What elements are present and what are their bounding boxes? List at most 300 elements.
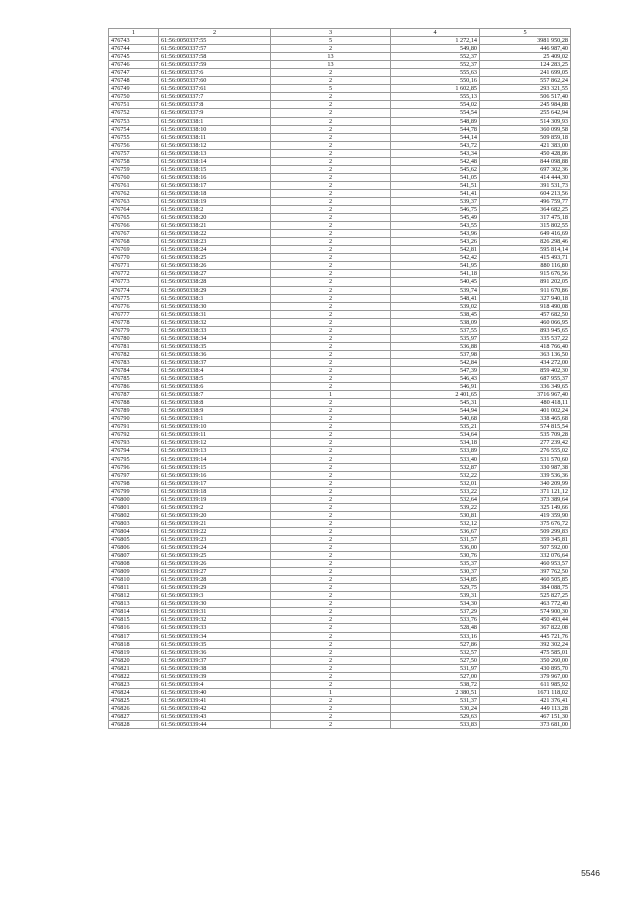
cadastral-number-cell: 61:56:0050338:25 xyxy=(159,254,271,262)
cadastral-number-cell: 61:56:0050338:28 xyxy=(159,278,271,286)
value-cell: 384 088,75 xyxy=(480,584,571,592)
area-cell: 533,16 xyxy=(391,632,480,640)
count-cell: 2 xyxy=(271,334,391,342)
area-cell: 550,16 xyxy=(391,77,480,85)
cadastral-number-cell: 61:56:0050338:22 xyxy=(159,230,271,238)
count-cell: 2 xyxy=(271,503,391,511)
row-id-cell: 476815 xyxy=(109,616,159,624)
count-cell: 2 xyxy=(271,101,391,109)
row-id-cell: 476760 xyxy=(109,173,159,181)
cadastral-number-cell: 61:56:0050339:43 xyxy=(159,712,271,720)
count-cell: 2 xyxy=(271,479,391,487)
table-row xyxy=(109,455,571,463)
value-cell: 373 389,64 xyxy=(480,495,571,503)
value-cell: 359 345,81 xyxy=(480,535,571,543)
area-cell: 546,75 xyxy=(391,206,480,214)
cadastral-number-cell: 61:56:0050339:2 xyxy=(159,503,271,511)
table-row xyxy=(109,214,571,222)
row-id-cell: 476823 xyxy=(109,680,159,688)
count-cell: 5 xyxy=(271,85,391,93)
area-cell: 548,89 xyxy=(391,117,480,125)
cadastral-number-cell: 61:56:0050339:1 xyxy=(159,415,271,423)
row-id-cell: 476771 xyxy=(109,262,159,270)
table-row xyxy=(109,181,571,189)
cadastral-number-cell: 61:56:0050339:24 xyxy=(159,544,271,552)
table-row xyxy=(109,592,571,600)
area-cell: 538,09 xyxy=(391,318,480,326)
row-id-cell: 476748 xyxy=(109,77,159,85)
table-row xyxy=(109,334,571,342)
count-cell: 2 xyxy=(271,302,391,310)
cadastral-number-cell: 61:56:0050338:2 xyxy=(159,206,271,214)
row-id-cell: 476775 xyxy=(109,294,159,302)
table-row xyxy=(109,45,571,53)
page-number: 5546 xyxy=(581,868,600,878)
area-cell: 536,00 xyxy=(391,544,480,552)
count-cell: 2 xyxy=(271,173,391,181)
row-id-cell: 476786 xyxy=(109,383,159,391)
count-cell: 13 xyxy=(271,53,391,61)
cadastral-number-cell: 61:56:0050338:21 xyxy=(159,222,271,230)
count-cell: 2 xyxy=(271,423,391,431)
row-id-cell: 476763 xyxy=(109,197,159,205)
row-id-cell: 476816 xyxy=(109,624,159,632)
area-cell: 532,64 xyxy=(391,495,480,503)
row-id-cell: 476803 xyxy=(109,519,159,527)
count-cell: 2 xyxy=(271,584,391,592)
count-cell: 2 xyxy=(271,230,391,238)
count-cell: 2 xyxy=(271,270,391,278)
cadastral-number-cell: 61:56:0050339:14 xyxy=(159,455,271,463)
area-cell: 539,37 xyxy=(391,197,480,205)
area-cell: 531,37 xyxy=(391,696,480,704)
cadastral-number-cell: 61:56:0050338:18 xyxy=(159,189,271,197)
area-cell: 554,54 xyxy=(391,109,480,117)
area-cell: 535,37 xyxy=(391,560,480,568)
value-cell: 336 349,65 xyxy=(480,383,571,391)
row-id-cell: 476791 xyxy=(109,423,159,431)
cadastral-number-cell: 61:56:0050339:11 xyxy=(159,431,271,439)
column-header-5: 5 xyxy=(480,29,571,37)
row-id-cell: 476749 xyxy=(109,85,159,93)
value-cell: 3981 950,28 xyxy=(480,37,571,45)
count-cell: 2 xyxy=(271,535,391,543)
count-cell: 2 xyxy=(271,262,391,270)
row-id-cell: 476776 xyxy=(109,302,159,310)
column-header-1: 1 xyxy=(109,29,159,37)
table-row xyxy=(109,415,571,423)
area-cell: 541,05 xyxy=(391,173,480,181)
row-id-cell: 476794 xyxy=(109,447,159,455)
area-cell: 531,57 xyxy=(391,535,480,543)
value-cell: 241 699,05 xyxy=(480,69,571,77)
count-cell: 2 xyxy=(271,294,391,302)
count-cell: 2 xyxy=(271,165,391,173)
table-row xyxy=(109,560,571,568)
value-cell: 371 121,12 xyxy=(480,487,571,495)
table-row xyxy=(109,254,571,262)
area-cell: 532,87 xyxy=(391,463,480,471)
value-cell: 418 766,40 xyxy=(480,342,571,350)
count-cell: 2 xyxy=(271,648,391,656)
table-row xyxy=(109,519,571,527)
count-cell: 1 xyxy=(271,391,391,399)
cadastral-number-cell: 61:56:0050337:58 xyxy=(159,53,271,61)
row-id-cell: 476743 xyxy=(109,37,159,45)
area-cell: 528,48 xyxy=(391,624,480,632)
row-id-cell: 476813 xyxy=(109,600,159,608)
cadastral-number-cell: 61:56:0050339:23 xyxy=(159,535,271,543)
row-id-cell: 476827 xyxy=(109,712,159,720)
value-cell: 687 955,37 xyxy=(480,375,571,383)
value-cell: 460 066,95 xyxy=(480,318,571,326)
cadastral-number-cell: 61:56:0050339:44 xyxy=(159,721,271,729)
value-cell: 25 409,02 xyxy=(480,53,571,61)
area-cell: 535,21 xyxy=(391,423,480,431)
table-row xyxy=(109,61,571,69)
area-cell: 530,24 xyxy=(391,704,480,712)
row-id-cell: 476778 xyxy=(109,318,159,326)
area-cell: 533,76 xyxy=(391,616,480,624)
cadastral-number-cell: 61:56:0050338:23 xyxy=(159,238,271,246)
value-cell: 445 721,76 xyxy=(480,632,571,640)
count-cell: 2 xyxy=(271,471,391,479)
cadastral-number-cell: 61:56:0050339:21 xyxy=(159,519,271,527)
value-cell: 880 116,80 xyxy=(480,262,571,270)
value-cell: 1671 118,02 xyxy=(480,688,571,696)
count-cell: 2 xyxy=(271,238,391,246)
table-row xyxy=(109,165,571,173)
table-row xyxy=(109,117,571,125)
count-cell: 2 xyxy=(271,358,391,366)
area-cell: 545,62 xyxy=(391,165,480,173)
area-cell: 537,55 xyxy=(391,326,480,334)
row-id-cell: 476797 xyxy=(109,471,159,479)
table-row xyxy=(109,431,571,439)
table-row xyxy=(109,342,571,350)
table-row xyxy=(109,632,571,640)
area-cell: 527,50 xyxy=(391,656,480,664)
area-cell: 555,63 xyxy=(391,69,480,77)
table-row xyxy=(109,624,571,632)
row-id-cell: 476804 xyxy=(109,527,159,535)
count-cell: 2 xyxy=(271,664,391,672)
cadastral-number-cell: 61:56:0050338:15 xyxy=(159,165,271,173)
table-header-row xyxy=(109,29,571,37)
row-id-cell: 476781 xyxy=(109,342,159,350)
value-cell: 557 862,24 xyxy=(480,77,571,85)
value-cell: 595 814,14 xyxy=(480,246,571,254)
value-cell: 401 002,24 xyxy=(480,407,571,415)
area-cell: 539,74 xyxy=(391,286,480,294)
table-row xyxy=(109,391,571,399)
row-id-cell: 476757 xyxy=(109,149,159,157)
count-cell: 2 xyxy=(271,680,391,688)
table-row xyxy=(109,608,571,616)
cadastral-number-cell: 61:56:0050339:34 xyxy=(159,632,271,640)
count-cell: 2 xyxy=(271,487,391,495)
cadastral-number-cell: 61:56:0050339:13 xyxy=(159,447,271,455)
table-row xyxy=(109,238,571,246)
value-cell: 338 465,68 xyxy=(480,415,571,423)
cadastral-number-cell: 61:56:0050338:19 xyxy=(159,197,271,205)
area-cell: 542,48 xyxy=(391,157,480,165)
value-cell: 697 302,36 xyxy=(480,165,571,173)
count-cell: 2 xyxy=(271,45,391,53)
value-cell: 391 531,73 xyxy=(480,181,571,189)
table-row xyxy=(109,463,571,471)
area-cell: 540,68 xyxy=(391,415,480,423)
count-cell: 2 xyxy=(271,495,391,503)
cadastral-number-cell: 61:56:0050339:33 xyxy=(159,624,271,632)
table-row xyxy=(109,286,571,294)
cadastral-number-cell: 61:56:0050339:22 xyxy=(159,527,271,535)
value-cell: 463 772,40 xyxy=(480,600,571,608)
cadastral-number-cell: 61:56:0050338:7 xyxy=(159,391,271,399)
table-row xyxy=(109,157,571,165)
table-row xyxy=(109,680,571,688)
count-cell: 2 xyxy=(271,527,391,535)
cadastral-number-cell: 61:56:0050338:29 xyxy=(159,286,271,294)
area-cell: 543,26 xyxy=(391,238,480,246)
area-cell: 552,37 xyxy=(391,53,480,61)
row-id-cell: 476790 xyxy=(109,415,159,423)
count-cell: 2 xyxy=(271,632,391,640)
value-cell: 507 592,00 xyxy=(480,544,571,552)
value-cell: 415 493,71 xyxy=(480,254,571,262)
count-cell: 2 xyxy=(271,310,391,318)
table-row xyxy=(109,479,571,487)
cadastral-number-cell: 61:56:0050338:4 xyxy=(159,366,271,374)
value-cell: 509 299,83 xyxy=(480,527,571,535)
area-cell: 2 380,51 xyxy=(391,688,480,696)
area-cell: 539,31 xyxy=(391,592,480,600)
value-cell: 373 681,00 xyxy=(480,721,571,729)
table-row xyxy=(109,584,571,592)
count-cell: 2 xyxy=(271,439,391,447)
cadastral-number-cell: 61:56:0050338:36 xyxy=(159,350,271,358)
cadastral-number-cell: 61:56:0050339:3 xyxy=(159,592,271,600)
table-row xyxy=(109,326,571,334)
cadastral-number-cell: 61:56:0050339:17 xyxy=(159,479,271,487)
area-cell: 545,49 xyxy=(391,214,480,222)
count-cell: 2 xyxy=(271,511,391,519)
area-cell: 532,22 xyxy=(391,471,480,479)
cadastral-number-cell: 61:56:0050338:20 xyxy=(159,214,271,222)
row-id-cell: 476788 xyxy=(109,399,159,407)
table-body xyxy=(109,37,571,729)
count-cell: 2 xyxy=(271,278,391,286)
cadastral-number-cell: 61:56:0050338:6 xyxy=(159,383,271,391)
cadastral-number-cell: 61:56:0050337:7 xyxy=(159,93,271,101)
area-cell: 555,13 xyxy=(391,93,480,101)
cadastral-number-cell: 61:56:0050338:10 xyxy=(159,125,271,133)
count-cell: 2 xyxy=(271,704,391,712)
area-cell: 534,64 xyxy=(391,431,480,439)
area-cell: 544,94 xyxy=(391,407,480,415)
table-row xyxy=(109,197,571,205)
table-row xyxy=(109,77,571,85)
table-row xyxy=(109,439,571,447)
table-row xyxy=(109,495,571,503)
row-id-cell: 476811 xyxy=(109,584,159,592)
count-cell: 2 xyxy=(271,375,391,383)
value-cell: 277 239,42 xyxy=(480,439,571,447)
cadastral-number-cell: 61:56:0050338:33 xyxy=(159,326,271,334)
value-cell: 330 987,38 xyxy=(480,463,571,471)
area-cell: 548,41 xyxy=(391,294,480,302)
cadastral-number-cell: 61:56:0050337:9 xyxy=(159,109,271,117)
data-table xyxy=(108,28,571,729)
count-cell: 2 xyxy=(271,366,391,374)
table-row xyxy=(109,173,571,181)
value-cell: 397 762,50 xyxy=(480,568,571,576)
row-id-cell: 476799 xyxy=(109,487,159,495)
value-cell: 414 444,30 xyxy=(480,173,571,181)
count-cell: 2 xyxy=(271,447,391,455)
value-cell: 446 987,40 xyxy=(480,45,571,53)
row-id-cell: 476772 xyxy=(109,270,159,278)
value-cell: 460 505,85 xyxy=(480,576,571,584)
area-cell: 533,83 xyxy=(391,721,480,729)
value-cell: 893 945,65 xyxy=(480,326,571,334)
count-cell: 2 xyxy=(271,552,391,560)
row-id-cell: 476762 xyxy=(109,189,159,197)
value-cell: 531 570,60 xyxy=(480,455,571,463)
count-cell: 13 xyxy=(271,61,391,69)
table-row xyxy=(109,616,571,624)
row-id-cell: 476756 xyxy=(109,141,159,149)
column-header-4: 4 xyxy=(391,29,480,37)
area-cell: 543,96 xyxy=(391,230,480,238)
value-cell: 430 895,70 xyxy=(480,664,571,672)
value-cell: 315 802,55 xyxy=(480,222,571,230)
area-cell: 532,57 xyxy=(391,648,480,656)
value-cell: 826 298,46 xyxy=(480,238,571,246)
table-row xyxy=(109,350,571,358)
row-id-cell: 476820 xyxy=(109,656,159,664)
row-id-cell: 476789 xyxy=(109,407,159,415)
row-id-cell: 476753 xyxy=(109,117,159,125)
table-row xyxy=(109,358,571,366)
table-row xyxy=(109,600,571,608)
count-cell: 2 xyxy=(271,672,391,680)
count-cell: 2 xyxy=(271,431,391,439)
area-cell: 552,37 xyxy=(391,61,480,69)
area-cell: 529,63 xyxy=(391,712,480,720)
count-cell: 2 xyxy=(271,350,391,358)
area-cell: 541,18 xyxy=(391,270,480,278)
count-cell: 2 xyxy=(271,624,391,632)
value-cell: 496 759,77 xyxy=(480,197,571,205)
cadastral-number-cell: 61:56:0050339:39 xyxy=(159,672,271,680)
value-cell: 392 302,24 xyxy=(480,640,571,648)
area-cell: 536,67 xyxy=(391,527,480,535)
table-row xyxy=(109,544,571,552)
row-id-cell: 476818 xyxy=(109,640,159,648)
cadastral-number-cell: 61:56:0050337:59 xyxy=(159,61,271,69)
value-cell: 574 815,54 xyxy=(480,423,571,431)
cadastral-number-cell: 61:56:0050338:34 xyxy=(159,334,271,342)
count-cell: 2 xyxy=(271,399,391,407)
table-row xyxy=(109,503,571,511)
table-row xyxy=(109,310,571,318)
value-cell: 604 213,56 xyxy=(480,189,571,197)
area-cell: 535,97 xyxy=(391,334,480,342)
cadastral-number-cell: 61:56:0050339:38 xyxy=(159,664,271,672)
table-row xyxy=(109,447,571,455)
value-cell: 509 859,18 xyxy=(480,133,571,141)
value-cell: 375 676,72 xyxy=(480,519,571,527)
column-header-3: 3 xyxy=(271,29,391,37)
table-row xyxy=(109,656,571,664)
cadastral-number-cell: 61:56:0050339:32 xyxy=(159,616,271,624)
area-cell: 544,14 xyxy=(391,133,480,141)
table-row xyxy=(109,109,571,117)
table-row xyxy=(109,535,571,543)
cadastral-number-cell: 61:56:0050337:55 xyxy=(159,37,271,45)
cadastral-number-cell: 61:56:0050339:28 xyxy=(159,576,271,584)
area-cell: 530,76 xyxy=(391,552,480,560)
value-cell: 475 585,01 xyxy=(480,648,571,656)
count-cell: 2 xyxy=(271,93,391,101)
cadastral-number-cell: 61:56:0050338:35 xyxy=(159,342,271,350)
table-row xyxy=(109,640,571,648)
table-row xyxy=(109,664,571,672)
area-cell: 547,39 xyxy=(391,366,480,374)
value-cell: 360 099,58 xyxy=(480,125,571,133)
count-cell: 2 xyxy=(271,246,391,254)
area-cell: 533,40 xyxy=(391,455,480,463)
value-cell: 649 416,69 xyxy=(480,230,571,238)
table-row xyxy=(109,383,571,391)
count-cell: 2 xyxy=(271,109,391,117)
cadastral-number-cell: 61:56:0050338:17 xyxy=(159,181,271,189)
value-cell: 379 967,00 xyxy=(480,672,571,680)
cadastral-number-cell: 61:56:0050338:12 xyxy=(159,141,271,149)
count-cell: 2 xyxy=(271,318,391,326)
count-cell: 2 xyxy=(271,592,391,600)
cadastral-number-cell: 61:56:0050338:11 xyxy=(159,133,271,141)
row-id-cell: 476800 xyxy=(109,495,159,503)
table-row xyxy=(109,399,571,407)
area-cell: 527,00 xyxy=(391,672,480,680)
count-cell: 2 xyxy=(271,712,391,720)
area-cell: 534,18 xyxy=(391,439,480,447)
cadastral-number-cell: 61:56:0050339:30 xyxy=(159,600,271,608)
value-cell: 421 376,41 xyxy=(480,696,571,704)
table-row xyxy=(109,511,571,519)
area-cell: 542,84 xyxy=(391,358,480,366)
area-cell: 546,91 xyxy=(391,383,480,391)
table-row xyxy=(109,407,571,415)
area-cell: 543,72 xyxy=(391,141,480,149)
value-cell: 363 136,50 xyxy=(480,350,571,358)
value-cell: 911 670,86 xyxy=(480,286,571,294)
table-row xyxy=(109,125,571,133)
table-row xyxy=(109,278,571,286)
area-cell: 1 602,85 xyxy=(391,85,480,93)
count-cell: 2 xyxy=(271,77,391,85)
cadastral-number-cell: 61:56:0050338:1 xyxy=(159,117,271,125)
cadastral-number-cell: 61:56:0050338:14 xyxy=(159,157,271,165)
value-cell: 611 985,92 xyxy=(480,680,571,688)
row-id-cell: 476808 xyxy=(109,560,159,568)
value-cell: 915 676,56 xyxy=(480,270,571,278)
value-cell: 891 202,05 xyxy=(480,278,571,286)
count-cell: 2 xyxy=(271,721,391,729)
cadastral-number-cell: 61:56:0050339:41 xyxy=(159,696,271,704)
